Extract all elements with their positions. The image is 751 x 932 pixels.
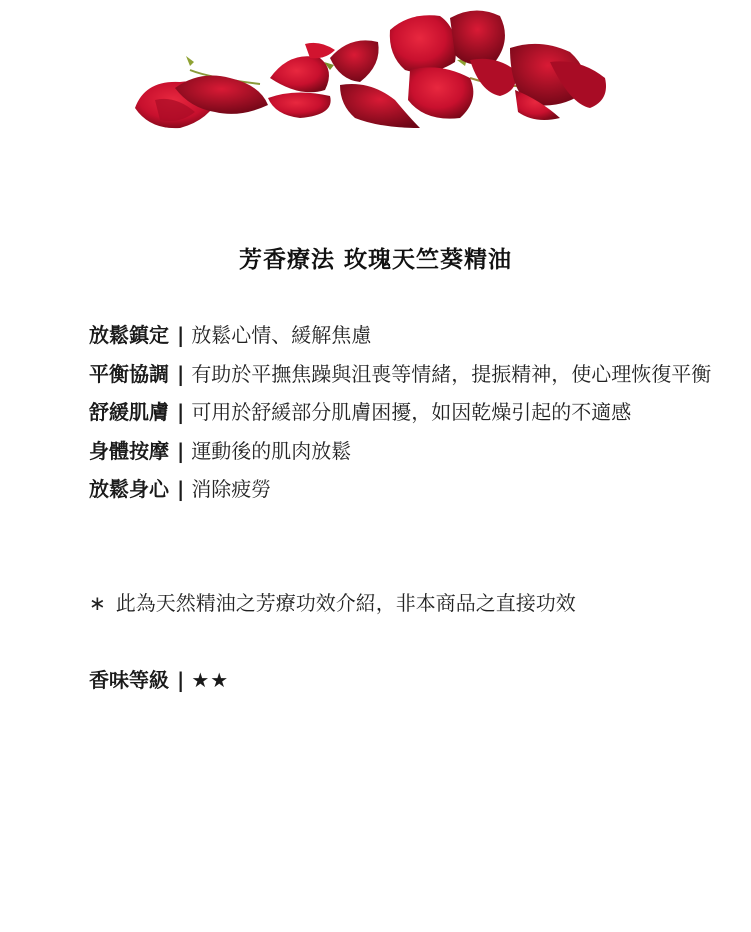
disclaimer-text: 此為天然精油之芳療功效介紹，非本商品之直接功效 [115,591,576,615]
effects-list [89,316,729,509]
scent-rating [89,664,229,696]
rose-petals-illustration [120,0,620,140]
scent-rating-label: 香味等級 [89,668,169,692]
effect-row-relax-body-mind [89,470,729,509]
effect-row-body-massage [89,432,729,471]
effect-label: 平衡協調 [89,361,169,386]
asterisk-icon: ∗ [89,591,106,615]
effect-description: 可用於舒緩部分肌膚困擾，如因乾燥引起的不適感 [191,400,632,424]
effect-label: 放鬆鎮定 [89,323,169,347]
effect-description: 運動後的肌肉放鬆 [191,438,352,463]
separator: | [177,668,185,692]
disclaimer-note [89,587,576,619]
effect-row-relax-calm [89,316,729,355]
separator: | [177,323,185,347]
separator: | [177,400,185,424]
effect-description: 消除疲勞 [191,477,272,501]
separator: | [177,438,185,463]
effect-description: 放鬆心情、緩解焦慮 [191,323,372,347]
separator: | [177,477,185,501]
effect-row-balance [89,355,729,394]
separator: | [177,361,185,386]
star-rating-icon: ★★ [191,668,230,692]
effect-label: 舒緩肌膚 [89,400,169,424]
effect-label: 身體按摩 [89,438,169,463]
effect-row-skin-soothe [89,393,729,432]
effect-description: 有助於平撫焦躁與沮喪等情緒，提振精神，使心理恢復平衡 [191,361,712,386]
page-title: 芳香療法 玫瑰天竺葵精油 [238,247,512,273]
effect-label: 放鬆身心 [89,477,169,501]
